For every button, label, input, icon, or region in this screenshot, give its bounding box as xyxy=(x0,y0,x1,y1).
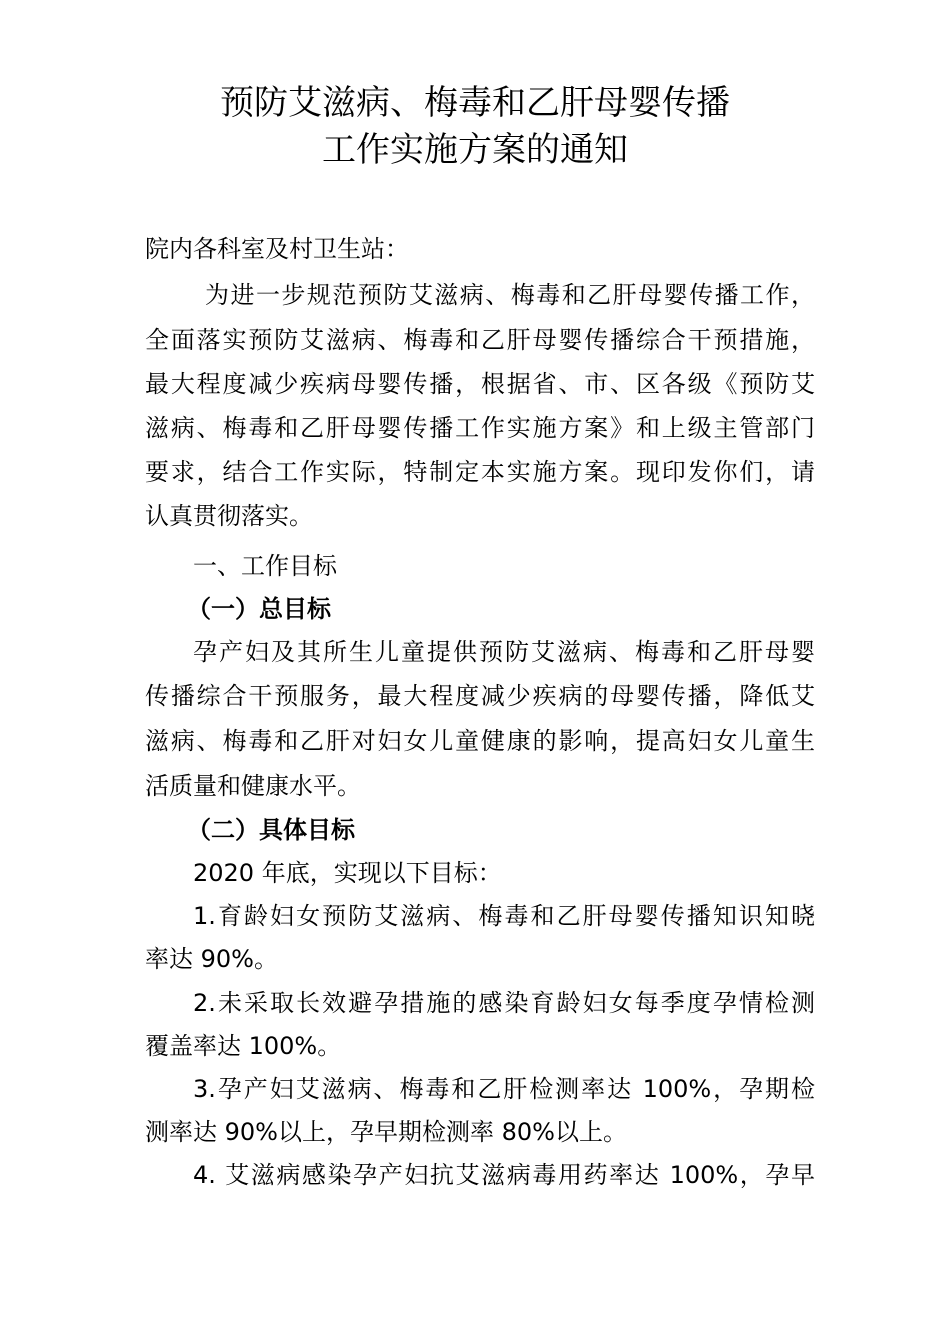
paragraph-line: 滋病、梅毒和乙肝对妇女儿童健康的影响，提高妇女儿童生 xyxy=(145,727,815,755)
paragraph-line: 2020 年底，实现以下目标： xyxy=(193,859,502,887)
paragraph-line: 孕产妇及其所生儿童提供预防艾滋病、梅毒和乙肝母婴 xyxy=(193,638,815,666)
document-title-line-2: 工作实施方案的通知 xyxy=(322,130,628,170)
list-item-line: 4. 艾滋病感染孕产妇抗艾滋病毒用药率达 100%，孕早 xyxy=(193,1161,815,1189)
list-item-line: 测率达 90%以上，孕早期检测率 80%以上。 xyxy=(145,1118,627,1146)
list-item-line: 率达 90%。 xyxy=(145,945,278,973)
paragraph-line: 活质量和健康水平。 xyxy=(145,772,361,800)
list-item-line: 覆盖率达 100%。 xyxy=(145,1032,342,1060)
salutation: 院内各科室及村卫生站： xyxy=(145,235,409,263)
subsection-heading: （一）总目标 xyxy=(187,595,331,623)
intro-line: 要求，结合工作实际，特制定本实施方案。现印发你们，请 xyxy=(145,458,815,486)
subsection-heading: （二）具体目标 xyxy=(187,816,355,844)
document-title-line-1: 预防艾滋病、梅毒和乙肝母婴传播 xyxy=(220,83,730,123)
intro-line: 认真贯彻落实。 xyxy=(145,502,313,530)
list-item-line: 1.育龄妇女预防艾滋病、梅毒和乙肝母婴传播知识知晓 xyxy=(193,902,815,930)
paragraph-line: 传播综合干预服务，最大程度减少疾病的母婴传播，降低艾 xyxy=(145,682,815,710)
intro-line: 最大程度减少疾病母婴传播，根据省、市、区各级《预防艾 xyxy=(145,370,815,398)
section-heading: 一、工作目标 xyxy=(193,552,337,580)
intro-line: 滋病、梅毒和乙肝母婴传播工作实施方案》和上级主管部门 xyxy=(145,414,815,442)
list-item-line: 3.孕产妇艾滋病、梅毒和乙肝检测率达 100%，孕期检 xyxy=(193,1075,815,1103)
list-item-line: 2.未采取长效避孕措施的感染育龄妇女每季度孕情检测 xyxy=(193,989,815,1017)
intro-line: 为进一步规范预防艾滋病、梅毒和乙肝母婴传播工作， xyxy=(205,281,815,309)
intro-line: 全面落实预防艾滋病、梅毒和乙肝母婴传播综合干预措施， xyxy=(145,326,815,354)
